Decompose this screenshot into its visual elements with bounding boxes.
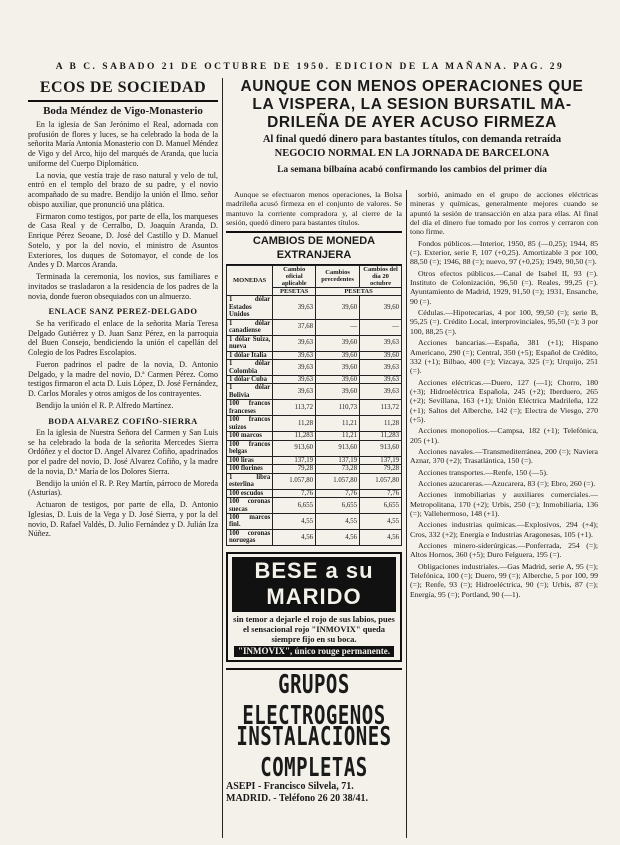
fx-value-cell: 4,56 — [360, 529, 402, 545]
fx-row — [227, 319, 402, 335]
intro-paragraph: Aunque se efectuaron menos operaciones, la Bolsa madrileña acusó firmeza en el conjunto de valores. Se mantuvo la corriente compradora y, al cierre de la sesión, quedó dinero para bastantes títulos. — [226, 190, 402, 228]
fx-currency-cell: 100 coronas noruegas — [227, 529, 273, 545]
fx-value-cell: 6,655 — [316, 498, 360, 514]
fx-value-cell: 110,73 — [316, 400, 360, 416]
fx-value-cell: 6,655 — [360, 498, 402, 514]
fx-value-cell: 7,76 — [273, 489, 316, 497]
market-paragraph: Acciones industrias químicas.—Explosivos, 294 (+4); Cros, 332 (+2); Energía e Industrias Aragonesas, 105 (+1). — [410, 520, 598, 539]
fx-row — [227, 513, 402, 529]
fx-value-cell: 39,63 — [360, 360, 402, 376]
fx-value-cell: 39,60 — [316, 376, 360, 384]
fx-currency-cell: 100 francos franceses — [227, 400, 273, 416]
fx-value-cell: 39,60 — [316, 296, 360, 319]
fx-row — [227, 432, 402, 440]
fx-value-cell: 39,60 — [316, 335, 360, 351]
wedding1-paragraph: Firmaron como testigos, por parte de ella, los marqueses de Casa Real y de Cerralbo, D. Joaquín Aranda, D. Enrique Pérez Seoane, D. José del Castillo y D. Manuel Sotelo, y por la del novio, el ministro de Asuntos Exteriores, los duques de Sotomayor, el conde de los Andes y D. Marcos Aranda. — [28, 211, 218, 270]
wedding2-paragraph: Bendijo la unión el R. P. Alfredo Martínez. — [36, 400, 174, 410]
fx-value-cell: 39,63 — [273, 296, 316, 319]
wedding1-title: Boda Méndez de Vigo-Monasterio — [43, 104, 203, 117]
fx-header-previous: Cambios precedentes — [316, 265, 360, 287]
fx-value-cell: 113,72 — [360, 400, 402, 416]
market-subcolumn-a — [226, 190, 402, 838]
ad2-line2: INSTALACIONES COMPLETAS — [236, 721, 392, 783]
fx-table-body — [227, 296, 402, 546]
fx-header-today: Cambios del día 20 octubre — [360, 265, 402, 287]
fx-value-cell: 7,76 — [360, 489, 402, 497]
fx-value-cell: 39,63 — [273, 351, 316, 359]
fx-value-cell: 79,28 — [273, 465, 316, 473]
fx-value-cell: 37,68 — [273, 319, 316, 335]
wedding1-paragraph: En la iglesia de San Jerónimo el Real, adornada con profusión de flores y luces, se ha celebrado la boda de la señorita María Antonia Monasterio con D. Manuel Méndez de Vigo y del Arco, hijo del marqués de Aranda, que lucía uniforme del Cuerpo Diplomático. — [28, 119, 218, 168]
fx-value-cell: 79,28 — [360, 465, 402, 473]
fx-row — [227, 296, 402, 319]
fx-currency-cell: 100 francos suizos — [227, 416, 273, 432]
fx-row — [227, 498, 402, 514]
fx-value-cell: 11,28 — [360, 416, 402, 432]
fx-currency-cell: 100 marcos finl. — [227, 513, 273, 529]
market-paragraph: Acciones bancarias.—España, 381 (+1); Hispano Americano, 290 (=); Central, 350 (+5); Español de Crédito, 332 (+1); Bilbao, 400 (=); Vizcaya, 325 (=); Urquijo, 251 (=). — [410, 338, 598, 376]
ad2-line1: GRUPOS ELECTROGENOS — [242, 670, 386, 731]
fx-value-cell: 137,19 — [316, 456, 360, 464]
market-paragraph: Acciones eléctricas.—Duero, 127 (—1); Chorro, 180 (+3); Hidroeléctrica Española, 245 (+2); Iberduero, 265 (+2); Sevillana, 163 (+1); Unión Eléctrica Madrileña, 122 (+1); Saltos del Alberche, 142 (=); Electra de Viesgo, 270 (+5). — [410, 377, 598, 424]
fx-row — [227, 400, 402, 416]
fx-value-cell: 4,55 — [360, 513, 402, 529]
ad1-brand: "INMOVIX", único rouge permanente. — [234, 646, 394, 657]
fx-value-cell: 913,60 — [316, 440, 360, 456]
fx-currency-cell: 1 dólar Italia — [227, 351, 273, 359]
fx-row — [227, 440, 402, 456]
fx-value-cell: 6,655 — [273, 498, 316, 514]
market-paragraph: Otros efectos públicos.—Canal de Isabel II, 93 (=). Instituto de Colonización, 96,50 (=). Reales, 99,25 (=). Ayuntamiento de Madrid, 1929, 91,50 (=); 1931, Ensanche, 90 (=). — [410, 268, 598, 306]
fx-value-cell: 11,21 — [316, 432, 360, 440]
wedding2-paragraph: Se ha verificado el enlace de la señorita María Teresa Delgado Gutiérrez y D. Juan Sanz Pérez, en la parroquia del Buen Consejo, bendiciendo la unión el capellán del Colegio de los Padres Escolapios. — [28, 318, 218, 358]
market-paragraph: Acciones monopolios.—Campsa, 182 (+1); Telefónica, 205 (+1). — [410, 426, 598, 445]
fx-row — [227, 351, 402, 359]
fx-currency-cell: 1 dólar Suiza, nueva — [227, 335, 273, 351]
fx-currency-cell: 1 dólar Cuba — [227, 376, 273, 384]
headline-line3: DRILEÑA DE AYER ACUSO FIRMEZA — [267, 113, 557, 131]
fx-value-cell: 7,76 — [316, 489, 360, 497]
ad1-text: sin temor a dejarle el rojo de sus labios, pues el sensacional rojo "INMOVIX" queda siempre fijo en su boca. — [233, 613, 395, 644]
fx-currency-cell: 100 francos belgas — [227, 440, 273, 456]
fx-row — [227, 465, 402, 473]
fx-row — [227, 360, 402, 376]
fx-value-cell: 39,63 — [360, 335, 402, 351]
ad2-line4: MADRID. - Teléfono 26 20 38/41. — [226, 793, 368, 805]
fx-table — [226, 265, 402, 546]
fx-value-cell: 39,63 — [273, 384, 316, 400]
fx-value-cell: 11,283 — [360, 432, 402, 440]
wedding1-paragraph: La novia, que vestía traje de raso natural y velo de tul, entró en el templo del brazo de su padre, y el novio acompañado de su madre. Bendijo la unión el Ilmo. señor obispo auxiliar, que pronunció una plática. — [28, 170, 218, 209]
headline-line1: AUNQUE CON MENOS OPERACIONES QUE — [240, 78, 584, 95]
fx-value-cell: 4,55 — [316, 513, 360, 529]
fx-value-cell: 137,19 — [273, 456, 316, 464]
fx-value-cell: 4,56 — [273, 529, 316, 545]
subcolumn-rule — [406, 190, 407, 838]
fx-value-cell: 73,28 — [316, 465, 360, 473]
fx-row — [227, 376, 402, 384]
generator-advertisement — [226, 668, 402, 805]
fx-value-cell: 39,60 — [316, 351, 360, 359]
fx-table-title: CAMBIOS DE MONEDA EXTRANJERA — [226, 231, 402, 264]
fx-value-cell: 913,60 — [273, 440, 316, 456]
fx-currency-cell: 100 marcos — [227, 432, 273, 440]
fx-value-cell: 1.057,80 — [316, 473, 360, 489]
fx-currency-cell: 100 florines — [227, 465, 273, 473]
market-paragraph: Acciones minero-siderúrgicas.—Ponferrada, 254 (=); Altos Hornos, 360 (+5); Duro Felguera, 195 (=). — [410, 541, 598, 560]
fx-currency-cell: 100 escudos — [227, 489, 273, 497]
deck-1: Al final quedó dinero para bastantes títulos, con demanda retraída — [262, 134, 562, 146]
fx-value-cell: 39,63 — [273, 376, 316, 384]
market-paragraph: Acciones azucareras.—Azucarera, 83 (=); Ebro, 260 (=). — [418, 478, 596, 488]
fx-header-official: Cambio oficial aplicable — [273, 265, 316, 287]
fx-value-cell: 4,56 — [316, 529, 360, 545]
fx-value-cell: 137,19 — [360, 456, 402, 464]
deck-2: NEGOCIO NORMAL EN LA JORNADA DE BARCELONA — [274, 148, 550, 160]
fx-value-cell: 1.057,80 — [273, 473, 316, 489]
fx-value-cell: — — [360, 319, 402, 335]
fx-subheader: PESETAS — [273, 288, 316, 296]
fx-subheader: PESETAS — [316, 288, 402, 296]
fx-currency-cell: 100 coronas suecas — [227, 498, 273, 514]
fx-currency-cell: 1 libra esterlina — [227, 473, 273, 489]
fx-value-cell: 39,63 — [360, 376, 402, 384]
fx-row — [227, 456, 402, 464]
lead-line: La semana bilbaína acabó confirmando los cambios del primer día — [277, 165, 547, 176]
fx-value-cell: 39,60 — [360, 351, 402, 359]
wedding3-paragraph: En la iglesia de Nuestra Señora del Carmen y San Luis se ha celebrado la boda de la señorita Mercedes Sierra Ordóñez y el doctor D. Angel Alvarez Cofiño, apadrinados por el padre del novio, D. José Alvarez Cofiño, y la madre de la novia, D.ª María de los Dolores Sierra. — [28, 427, 218, 476]
fx-value-cell: 11,28 — [273, 416, 316, 432]
market-paragraph: Acciones navales.—Transmediterránea, 200 (=); Naviera Aznar, 370 (+2); Trasatlántica, 150 (=). — [410, 446, 598, 466]
fx-value-cell: 39,60 — [316, 360, 360, 376]
fx-row — [227, 335, 402, 351]
market-paragraph: Cédulas.—Hipotecarias, 4 por 100, 99,50 (=); serie B, 95,25 (=). Crédito Local, interprovinciales, 95,50 (=); 3 por 100, 88,25 (=). — [410, 308, 598, 336]
fx-value-cell: — — [316, 319, 360, 335]
wedding3-paragraph: Actuaron de testigos, por parte de ella, D. Antonio Iglesias, D. Luis de la Vega y D. José Sierra, y por la del novio, D. Rafael Valdés, D. Julio Fernández y D. Julián Iza Núñez. — [28, 500, 218, 539]
fx-value-cell: 39,60 — [316, 384, 360, 400]
fx-currency-cell: 1 dólar Colombia — [227, 360, 273, 376]
fx-row — [227, 489, 402, 497]
fx-row — [227, 473, 402, 489]
fx-currency-cell: 1 dólar Bolivia — [227, 384, 273, 400]
society-column — [28, 78, 218, 838]
fx-header-currency: MONEDAS — [227, 265, 273, 296]
ad1-headline: BESE a su MARIDO — [232, 557, 396, 612]
market-paragraph: Acciones inmobiliarias y auxiliares comerciales.—Metropolitana, 170 (+2); Urbis, 250 (=); Inmobiliaria, 136 (=); Vallehermoso, 148 (+1). — [410, 490, 598, 518]
headline-line2: LA VISPERA, LA SESION BURSATIL MA- — [252, 95, 572, 113]
fx-row — [227, 529, 402, 545]
fx-row — [227, 384, 402, 400]
section-title: ECOS DE SOCIEDAD — [28, 78, 218, 102]
ad2-line3: ASEPI - Francisco Silvela, 71. — [226, 781, 354, 793]
fx-value-cell: 39,63 — [273, 360, 316, 376]
wedding2-title: ENLACE SANZ PEREZ-DELGADO — [48, 306, 198, 317]
wedding1-paragraph: Terminada la ceremonia, los novios, sus familiares e invitados se trasladaron a la residencia de los padres de la novia, donde fueron obsequiados con un almuerzo. — [28, 272, 218, 301]
fx-value-cell: 113,72 — [273, 400, 316, 416]
fx-currency-cell: 1 dólar Estados Unidos — [227, 296, 273, 319]
market-subcolumn-b — [410, 190, 598, 838]
market-paragraph: Fondos públicos.—Interior, 1950, 85 (—0,25); 1944, 85 (=). Exterior, serie F, 107 (+0,25). Amortizable 3 por 100, 88,50 (=); 1946, 88 (=); nuevo, 97 (+0,25); 1949, 90,50 (=). — [410, 238, 598, 267]
fx-currency-cell: 100 liras — [227, 456, 273, 464]
fx-value-cell: 4,55 — [273, 513, 316, 529]
fx-row — [227, 416, 402, 432]
fx-currency-cell: 1 dólar canadiense — [227, 319, 273, 335]
market-paragraph: Obligaciones industriales.—Gas Madrid, serie A, 95 (=); Telefónica, 100 (=); Duero, 99 (=); Alberche, 5 por 100, 99 (=); Renfe, 93 (=); Hidroeléctrica, 90 (=); Urbis, 87 (=); Energía, 95 (=); Portland, 90 (—1). — [410, 561, 598, 599]
wedding3-title: BODA ALVAREZ COFIÑO-SIERRA — [48, 415, 198, 426]
fx-value-cell: 39,63 — [273, 335, 316, 351]
fx-value-cell: 11,283 — [273, 432, 316, 440]
fx-value-cell: 11,21 — [316, 416, 360, 432]
column-rule — [222, 78, 223, 838]
market-article — [226, 78, 598, 838]
wedding2-paragraph: Fueron padrinos el padre de la novia, D. Antonio Delgado, y la madre del novio, D.ª Carmen Pérez. Como testigos firmaron el acta D. Luis López, D. José Fernández, D. Carlos Morales y otros amigos de los contrayentes. — [28, 359, 218, 399]
fx-value-cell: 39,63 — [360, 384, 402, 400]
inmovix-advertisement — [226, 552, 402, 662]
wedding3-paragraph: Bendijo la unión el R. P. Rey Martín, párroco de Moreda (Asturias). — [28, 478, 218, 498]
fx-value-cell: 39,60 — [360, 296, 402, 319]
running-head: A B C. SABADO 21 DE OCTUBRE DE 1950. EDICION DE LA MAÑANA. PAG. 29 — [55, 62, 565, 72]
market-paragraph: Acciones transportes.—Renfe, 150 (—5). — [418, 467, 548, 477]
fx-value-cell: 913,60 — [360, 440, 402, 456]
fx-value-cell: 1.057,80 — [360, 473, 402, 489]
market-paragraph: sorbió, animado en el grupo de acciones eléctricas mineras y químicas, generalmente mejores cuando se apuntó la sesión de transacción en alza para ellas. Al final del día el dinero fue tomado por los corros y cerraron con tono firme. — [410, 190, 598, 237]
